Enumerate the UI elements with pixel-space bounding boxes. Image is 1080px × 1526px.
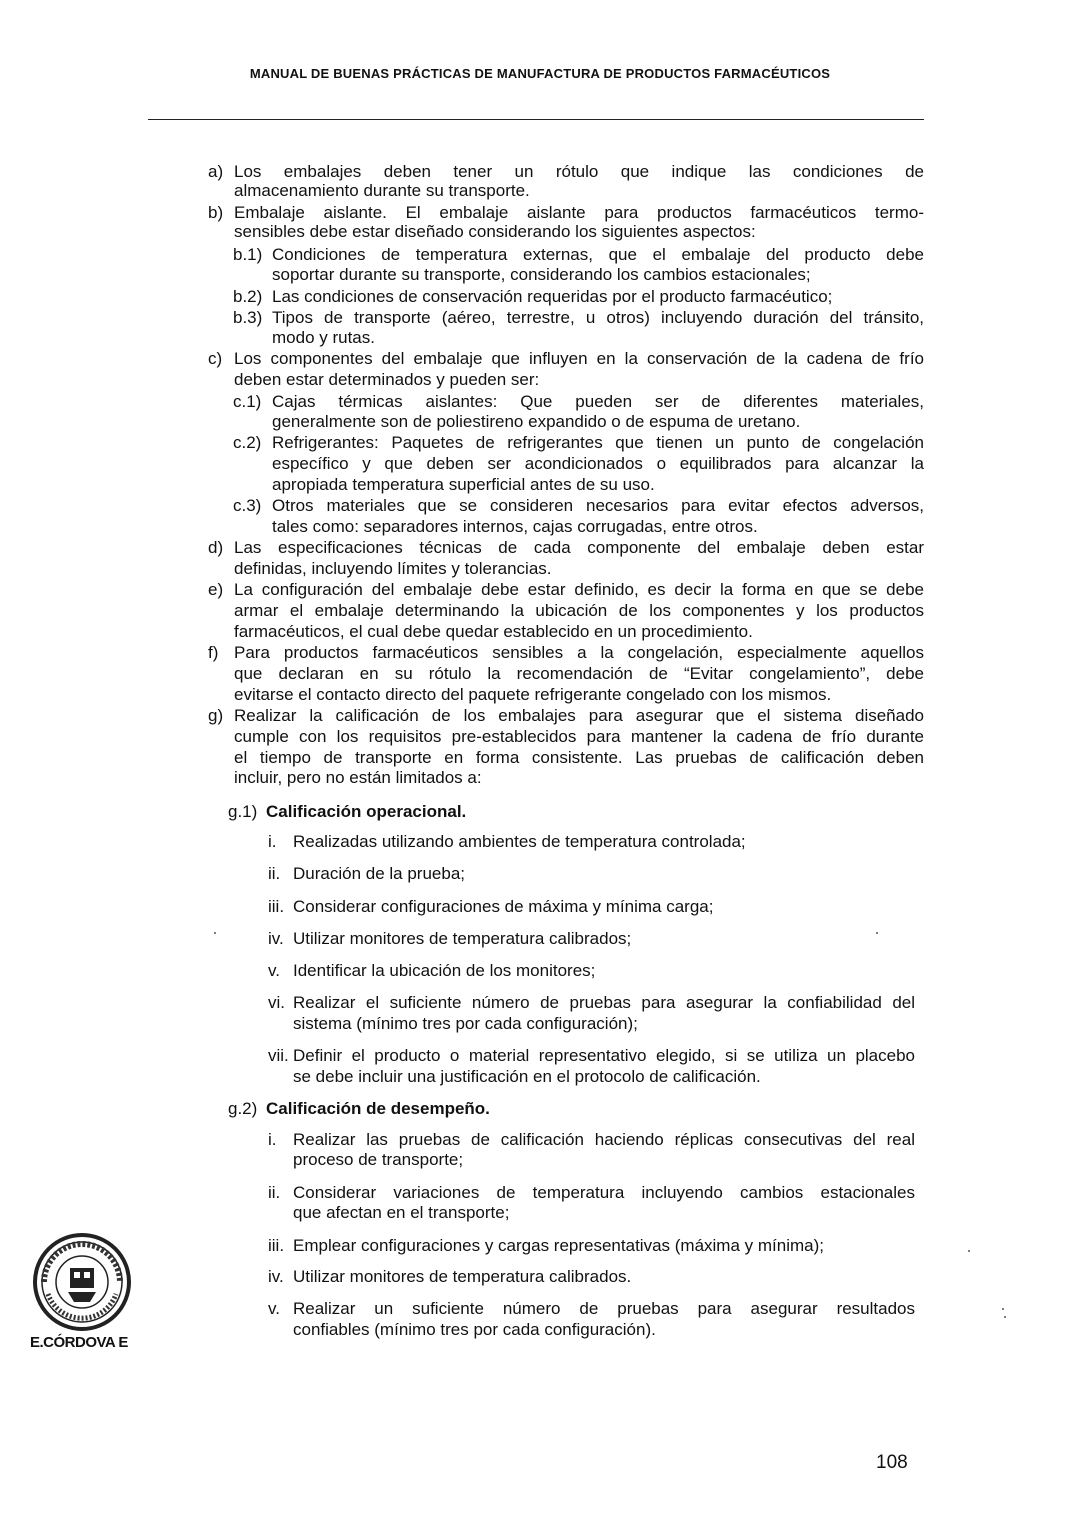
roman-label: ii. xyxy=(268,864,281,883)
item-text-line: el tiempo de transporte en forma consistente. Las pruebas de calificación deben xyxy=(234,748,924,767)
page-header: MANUAL DE BUENAS PRÁCTICAS DE MANUFACTURA DE PRODUCTOS FARMACÉUTICOS xyxy=(249,66,831,81)
item-text-line: armar el embalaje determinando la ubicación de los componentes y los productos xyxy=(234,601,924,620)
item-text-line: Para productos farmacéuticos sensibles a la congelación, especialmente aquellos xyxy=(234,643,924,662)
roman-label: iv. xyxy=(268,929,284,948)
item-text-line: Las especificaciones técnicas de cada componente del embalaje deben estar xyxy=(234,538,924,557)
item-text-line: Realizar un suficiente número de pruebas para asegurar resultados xyxy=(293,1299,915,1318)
subitem-label: b.1) xyxy=(233,245,263,264)
roman-label: v. xyxy=(268,1299,280,1318)
item-text-line: Realizar la calificación de los embalajes para asegurar que el sistema diseñado xyxy=(234,706,924,725)
header-rule xyxy=(148,119,924,120)
roman-label: iii. xyxy=(268,1236,285,1255)
stamp-signature: E.CÓRDOVA E xyxy=(30,1334,128,1351)
item-text-line: farmacéuticos, el cual debe quedar establecido en un procedimiento. xyxy=(234,622,753,641)
item-text-line: incluir, pero no están limitados a: xyxy=(234,768,482,787)
scan-speck xyxy=(968,1250,970,1252)
item-text-line: sensibles debe estar diseñado considerando los siguientes aspectos: xyxy=(234,222,756,241)
item-text-line: Los componentes del embalaje que influyen en la conservación de la cadena de frío xyxy=(234,349,924,368)
subitem-label: c.1) xyxy=(233,392,262,411)
item-label: f) xyxy=(208,643,219,662)
roman-label: ii. xyxy=(268,1183,281,1202)
item-text-line: Duración de la prueba; xyxy=(293,864,466,883)
item-text-line: Tipos de transporte (aéreo, terrestre, u otros) incluyendo duración del tránsito, xyxy=(272,308,924,327)
item-text-line: Las condiciones de conservación requeridas por el producto farmacéutico; xyxy=(272,287,833,306)
scan-speck xyxy=(214,932,216,934)
roman-label: v. xyxy=(268,961,280,980)
item-text-line: sistema (mínimo tres por cada configuración); xyxy=(293,1014,638,1033)
item-text-line: Considerar variaciones de temperatura incluyendo cambios estacionales xyxy=(293,1183,915,1202)
item-text-line: Utilizar monitores de temperatura calibrados; xyxy=(293,929,632,948)
roman-label: i. xyxy=(268,1130,277,1149)
item-text-line: Realizadas utilizando ambientes de temperatura controlada; xyxy=(293,832,746,851)
page-number: 108 xyxy=(876,1452,908,1473)
item-label: d) xyxy=(208,538,224,557)
item-text-line: deben estar determinados y pueden ser: xyxy=(234,370,540,389)
section-label: g.1) xyxy=(228,802,258,821)
item-text-line: Condiciones de temperatura externas, que el embalaje del producto debe xyxy=(272,245,924,264)
subitem-label: c.2) xyxy=(233,433,262,452)
item-text-line: Embalaje aislante. El embalaje aislante para productos farmacéuticos termo- xyxy=(234,203,924,222)
item-text-line: definidas, incluyendo límites y tolerancias. xyxy=(234,559,552,578)
item-text-line: proceso de transporte; xyxy=(293,1150,464,1169)
item-text-line: soportar durante su transporte, considerando los cambios estacionales; xyxy=(272,265,811,284)
item-text-line: cumple con los requisitos pre-establecidos para mantener la cadena de frío durante xyxy=(234,727,924,746)
item-label: e) xyxy=(208,580,224,599)
section-title: Calificación operacional. xyxy=(266,802,467,821)
item-text-line: Los embalajes deben tener un rótulo que indique las condiciones de xyxy=(234,162,924,181)
item-text-line: Cajas térmicas aislantes: Que pueden ser de diferentes materiales, xyxy=(272,392,924,411)
item-text-line: Emplear configuraciones y cargas representativas (máxima y mínima); xyxy=(293,1236,824,1255)
subitem-label: b.3) xyxy=(233,308,263,327)
item-label: a) xyxy=(208,162,224,181)
item-text-line: Definir el producto o material representativo elegido, si se utiliza un placebo xyxy=(293,1046,915,1065)
item-text-line: tales como: separadores internos, cajas corrugadas, entre otros. xyxy=(272,517,758,536)
subitem-label: b.2) xyxy=(233,287,263,306)
scan-speck xyxy=(1004,1316,1006,1318)
item-text-line: apropiada temperatura superficial antes de su uso. xyxy=(272,475,655,494)
item-text-line: modo y rutas. xyxy=(272,328,375,347)
roman-label: vii. xyxy=(268,1046,289,1065)
item-text-line: La configuración del embalaje debe estar definido, es decir la forma en que se debe xyxy=(234,580,924,599)
item-text-line: se debe incluir una justificación en el protocolo de calificación. xyxy=(293,1067,761,1086)
item-text-line: específico y que deben ser acondicionados o equilibrados para alcanzar la xyxy=(272,454,924,473)
item-text-line: Realizar las pruebas de calificación haciendo réplicas consecutivas del real xyxy=(293,1130,915,1149)
scan-speck xyxy=(1002,1308,1004,1310)
scan-speck xyxy=(876,932,878,934)
roman-label: iv. xyxy=(268,1267,284,1286)
item-text-line: Considerar configuraciones de máxima y mínima carga; xyxy=(293,897,714,916)
item-label: g) xyxy=(208,706,224,725)
item-text-line: confiables (mínimo tres por cada configuración). xyxy=(293,1320,656,1339)
item-text-line: evitarse el contacto directo del paquete refrigerante congelado con los mismos. xyxy=(234,685,832,704)
roman-label: iii. xyxy=(268,897,285,916)
item-text-line: generalmente son de poliestireno expandido o de espuma de uretano. xyxy=(272,412,801,431)
subitem-label: c.3) xyxy=(233,496,262,515)
item-text-line: Otros materiales que se consideren necesarios para evitar efectos adversos, xyxy=(272,496,924,515)
item-label: c) xyxy=(208,349,223,368)
item-text-line: que afectan en el transporte; xyxy=(293,1203,510,1222)
item-label: b) xyxy=(208,203,224,222)
section-label: g.2) xyxy=(228,1099,258,1118)
item-text-line: Refrigerantes: Paquetes de refrigerantes que tienen un punto de congelación xyxy=(272,433,924,452)
roman-label: i. xyxy=(268,832,277,851)
item-text-line: almacenamiento durante su transporte. xyxy=(234,181,530,200)
item-text-line: que declaran en su rótulo la recomendación de “Evitar congelamiento”, debe xyxy=(234,664,924,683)
section-title: Calificación de desempeño. xyxy=(266,1099,490,1118)
item-text-line: Identificar la ubicación de los monitores; xyxy=(293,961,596,980)
item-text-line: Utilizar monitores de temperatura calibrados. xyxy=(293,1267,632,1286)
roman-label: vi. xyxy=(268,993,285,1012)
official-seal-stamp xyxy=(32,1232,132,1332)
item-text-line: Realizar el suficiente número de pruebas para asegurar la confiabilidad del xyxy=(293,993,915,1012)
